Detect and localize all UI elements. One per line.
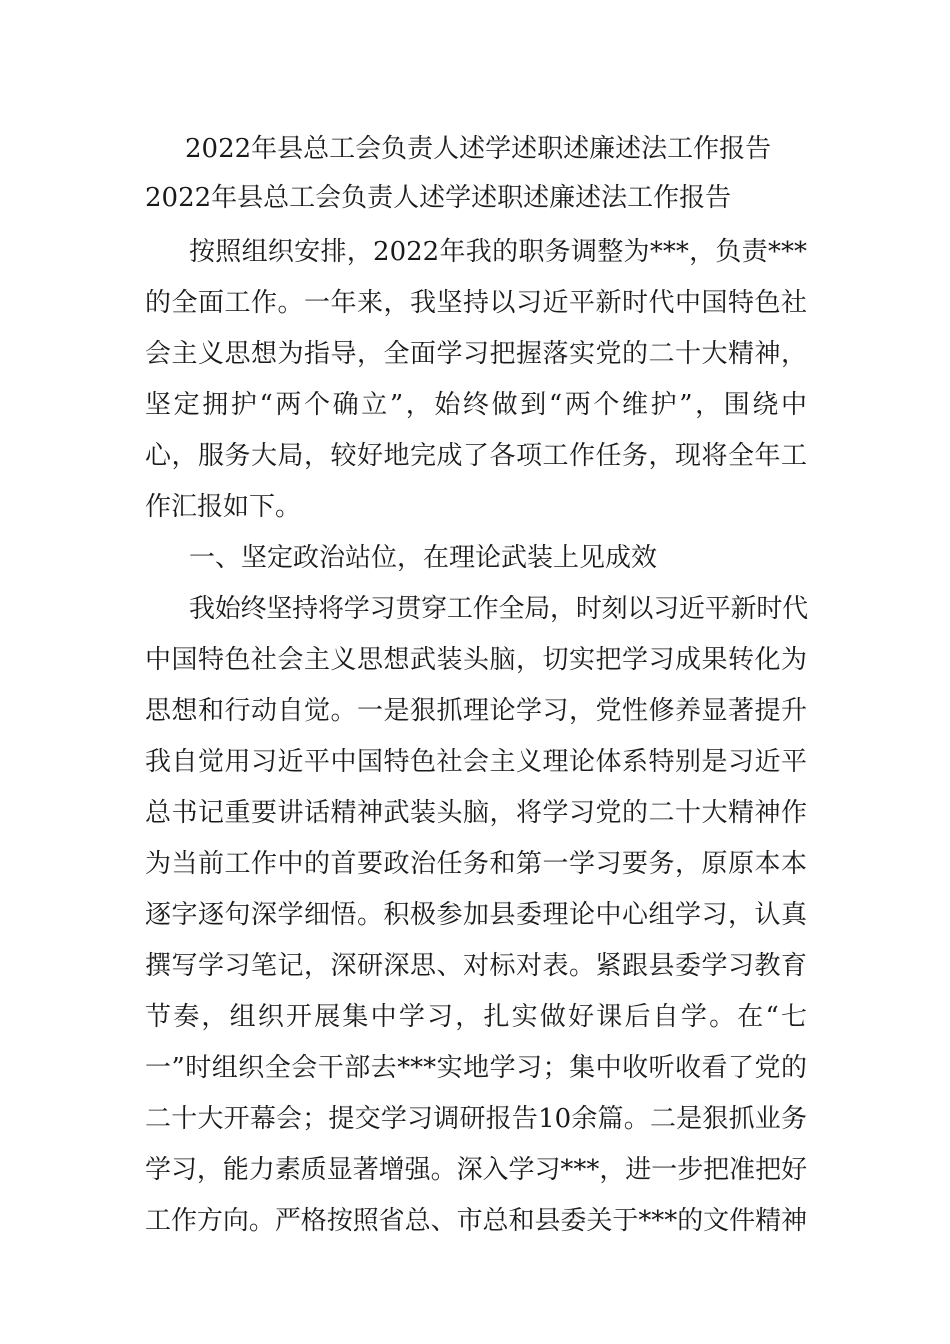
text-line: 坚定拥护“两个确立”，始终做到“两个维护”，围绕中 — [145, 390, 807, 420]
text-line: 会主义思想为指导，全面学习把握落实党的二十大精神， — [145, 339, 807, 369]
text-line: 心，服务大局，较好地完成了各项工作任务，现将全年工 — [145, 441, 807, 471]
text-line: 二十大开幕会；提交学习调研报告10余篇。二是狠抓业务 — [145, 1104, 807, 1134]
document-title: 2022年县总工会负责人述学述职述廉述法工作报告 — [185, 134, 772, 164]
text-line: 撰写学习笔记，深研深思、对标对表。紧跟县委学习教育 — [145, 951, 807, 981]
paragraph-intro — [145, 227, 807, 533]
text-line: 思想和行动自觉。一是狠抓理论学习，党性修养显著提升 — [145, 696, 807, 726]
document-body — [145, 227, 807, 1247]
text-line: 工作方向。严格按照省总、市总和县委关于***的文件精神 — [145, 1206, 808, 1236]
text-line: 我始终坚持将学习贯穿工作全局，时刻以习近平新时代 — [189, 594, 808, 624]
text-line: 中国特色社会主义思想武装头脑，切实把学习成果转化为 — [145, 645, 807, 675]
text-line: 一”时组织全会干部去***实地学习；集中收听收看了党的 — [145, 1053, 807, 1083]
text-line: 为当前工作中的首要政治任务和第一学习要务，原原本本 — [145, 849, 807, 879]
text-line: 节奏，组织开展集中学习，扎实做好课后自学。在“七 — [145, 1002, 807, 1032]
paragraph-section-1 — [145, 584, 807, 1247]
text-line: 作汇报如下。 — [145, 492, 302, 522]
text-line: 学习，能力素质显著增强。深入学习***，进一步把准把好 — [145, 1155, 808, 1185]
text-line: 逐字逐句深学细悟。积极参加县委理论中心组学习，认真 — [145, 900, 807, 930]
text-line: 我自觉用习近平中国特色社会主义理论体系特别是习近平 — [145, 747, 807, 777]
text-line: 的全面工作。一年来，我坚持以习近平新时代中国特色社 — [145, 288, 807, 318]
heading-line: 一、坚定政治站位，在理论武装上见成效 — [189, 543, 658, 573]
text-line: 按照组织安排，2022年我的职务调整为***，负责*** — [189, 237, 807, 267]
document-subtitle: 2022年县总工会负责人述学述职述廉述法工作报告 — [145, 183, 732, 213]
section-heading — [145, 533, 807, 584]
text-line: 总书记重要讲话精神武装头脑，将学习党的二十大精神作 — [145, 798, 807, 828]
